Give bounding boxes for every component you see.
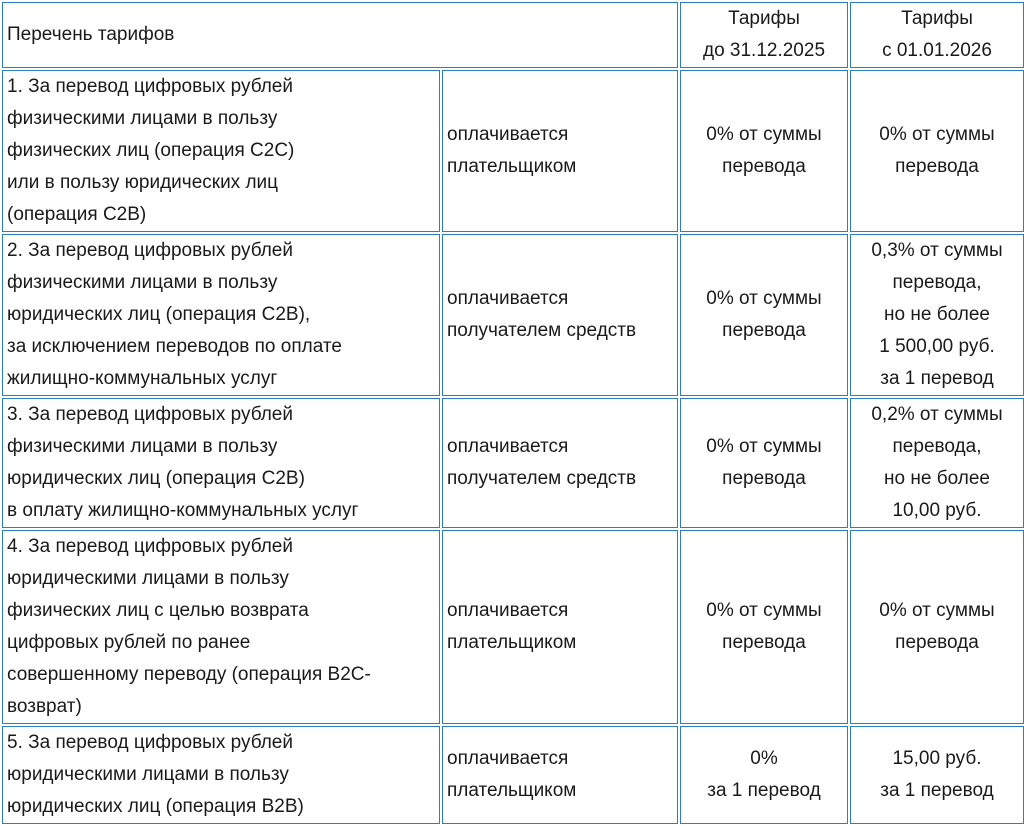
table-row [2, 726, 1024, 824]
table-header-row [2, 2, 1024, 68]
header-list-label: Перечень тарифов [2, 2, 678, 68]
row-5-tariff-until: 0% за 1 перевод [680, 726, 848, 824]
row-5-tariff-from: 15,00 руб. за 1 перевод [850, 726, 1024, 824]
row-1-tariff-from: 0% от суммы перевода [850, 70, 1024, 232]
row-2-tariff-from: 0,3% от суммы перевода, но не более 1 500,00 руб. за 1 перевод [850, 234, 1024, 396]
row-5-name: 5. За перевод цифровых рублей юридическими лицами в пользу юридических лиц (операция B2B) [2, 726, 440, 824]
row-4-name: 4. За перевод цифровых рублей юридическими лицами в пользу физических лиц с целью возврата цифровых рублей по ранее совершенному переводу (операция B2C- возврат) [2, 530, 440, 724]
row-4-tariff-from: 0% от суммы перевода [850, 530, 1024, 724]
table-row [2, 530, 1024, 724]
header-tariff-until: Тарифы до 31.12.2025 [680, 2, 848, 68]
table-row [2, 398, 1024, 528]
row-1-payer: оплачивается плательщиком [442, 70, 678, 232]
row-3-payer: оплачивается получателем средств [442, 398, 678, 528]
row-2-name: 2. За перевод цифровых рублей физическими лицами в пользу юридических лиц (операция C2B), за исключением переводов по оплате жилищно-коммунальных услуг [2, 234, 440, 396]
header-tariff-from: Тарифы с 01.01.2026 [850, 2, 1024, 68]
row-3-tariff-from: 0,2% от суммы перевода, но не более 10,00 руб. [850, 398, 1024, 528]
row-4-tariff-until: 0% от суммы перевода [680, 530, 848, 724]
row-2-payer: оплачивается получателем средств [442, 234, 678, 396]
table-row [2, 234, 1024, 396]
row-3-name: 3. За перевод цифровых рублей физическими лицами в пользу юридических лиц (операция C2B) в оплату жилищно-коммунальных услуг [2, 398, 440, 528]
row-3-tariff-until: 0% от суммы перевода [680, 398, 848, 528]
row-1-tariff-until: 0% от суммы перевода [680, 70, 848, 232]
row-5-payer: оплачивается плательщиком [442, 726, 678, 824]
table-row [2, 70, 1024, 232]
row-4-payer: оплачивается плательщиком [442, 530, 678, 724]
row-2-tariff-until: 0% от суммы перевода [680, 234, 848, 396]
row-1-name: 1. За перевод цифровых рублей физическими лицами в пользу физических лиц (операция C2C) или в пользу юридических лиц (операция C2B) [2, 70, 440, 232]
